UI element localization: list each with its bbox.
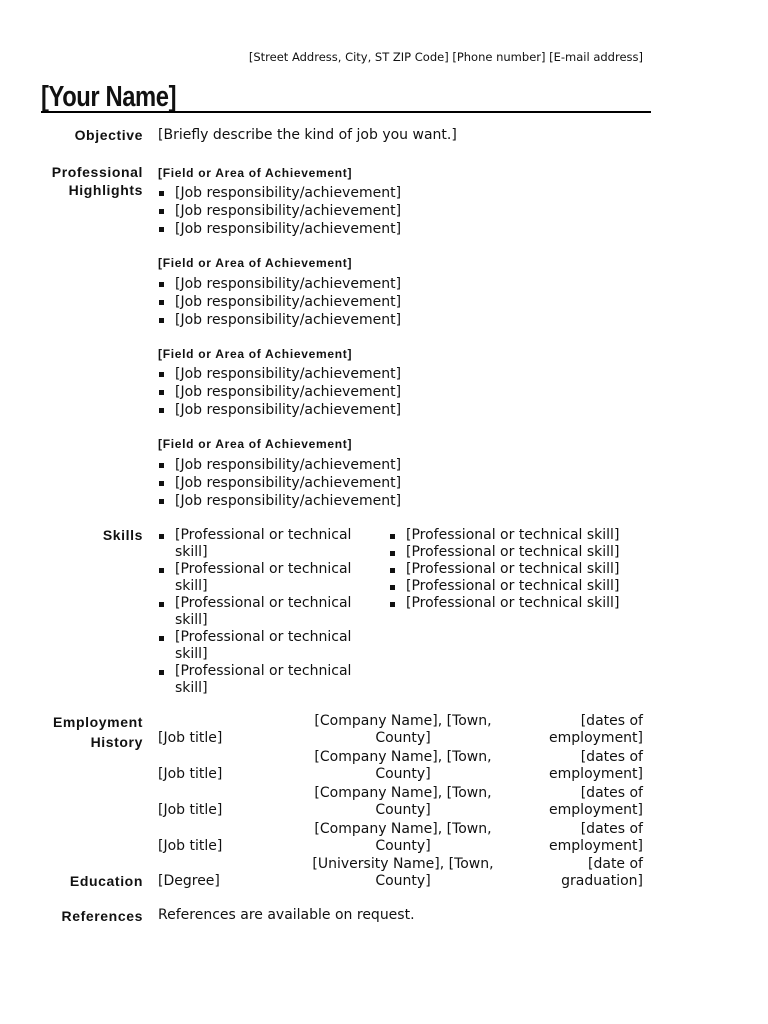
skills-list-left	[158, 527, 358, 697]
skills-list-right	[389, 527, 649, 612]
company-line1: [Company Name], [Town,	[314, 821, 492, 837]
achievement-field-title: [Field or Area of Achievement]	[158, 347, 353, 361]
graduation-line1: [date of	[588, 856, 643, 872]
references-label: References	[61, 908, 143, 924]
achievement-list	[158, 365, 401, 419]
job-title: [Job title]	[158, 766, 223, 782]
employment-dates	[523, 713, 643, 747]
employment-row	[158, 749, 643, 785]
company-line2: County]	[375, 838, 431, 854]
employment-dates	[523, 749, 643, 783]
company-line2: County]	[375, 802, 431, 818]
references-text: References are available on request.	[158, 907, 415, 923]
achievement-item: [Job responsibility/achievement]	[158, 456, 401, 474]
dates-line1: [dates of	[580, 749, 643, 765]
highlights-label-line2: Highlights	[68, 182, 143, 198]
company	[296, 821, 510, 855]
university	[296, 856, 510, 890]
dates-line2: employment]	[549, 802, 643, 818]
education-label: Education	[69, 873, 143, 889]
skill-item: [Professional or technical skill]	[158, 527, 358, 561]
achievement-item: [Job responsibility/achievement]	[158, 383, 401, 401]
employment-row	[158, 713, 643, 749]
achievement-list	[158, 184, 401, 238]
dates-line1: [dates of	[580, 713, 643, 729]
contact-info: [Street Address, City, ST ZIP Code] [Phone number] [E-mail address]	[248, 50, 643, 64]
company	[296, 749, 510, 783]
achievement-item: [Job responsibility/achievement]	[158, 311, 401, 329]
skill-item: [Professional or technical skill]	[389, 595, 649, 612]
employment-label	[20, 713, 143, 751]
employment-table	[158, 713, 643, 857]
skill-item: [Professional or technical skill]	[389, 561, 649, 578]
achievement-item: [Job responsibility/achievement]	[158, 202, 401, 220]
achievement-item: [Job responsibility/achievement]	[158, 474, 401, 492]
objective-text: [Briefly describe the kind of job you want.]	[158, 127, 457, 143]
skill-item: [Professional or technical skill]	[389, 544, 649, 561]
achievement-field-title: [Field or Area of Achievement]	[158, 166, 353, 180]
skill-item: [Professional or technical skill]	[389, 527, 649, 544]
dates-line2: employment]	[549, 766, 643, 782]
achievement-item: [Job responsibility/achievement]	[158, 401, 401, 419]
degree: [Degree]	[158, 873, 220, 889]
graduation-line2: graduation]	[561, 873, 643, 889]
skill-item: [Professional or technical skill]	[389, 578, 649, 595]
job-title: [Job title]	[158, 802, 223, 818]
achievement-item: [Job responsibility/achievement]	[158, 293, 401, 311]
skill-item: [Professional or technical skill]	[158, 629, 358, 663]
company	[296, 713, 510, 747]
company-line1: [Company Name], [Town,	[314, 713, 492, 729]
company	[296, 785, 510, 819]
skill-item: [Professional or technical skill]	[158, 561, 358, 595]
graduation-date	[523, 856, 643, 890]
employment-label-line1: Employment	[52, 714, 143, 730]
achievement-list	[158, 456, 401, 510]
job-title: [Job title]	[158, 730, 223, 746]
company-line1: [Company Name], [Town,	[314, 785, 492, 801]
achievement-item: [Job responsibility/achievement]	[158, 220, 401, 238]
job-title: [Job title]	[158, 838, 223, 854]
achievement-field-title: [Field or Area of Achievement]	[158, 256, 353, 270]
dates-line2: employment]	[549, 730, 643, 746]
employment-row	[158, 821, 643, 857]
achievement-field-title: [Field or Area of Achievement]	[158, 437, 353, 451]
employment-label-line2: History	[90, 734, 143, 750]
achievement-item: [Job responsibility/achievement]	[158, 184, 401, 202]
highlights-label	[20, 163, 143, 199]
education-row	[158, 856, 643, 892]
education-table	[158, 856, 643, 892]
achievement-item: [Job responsibility/achievement]	[158, 365, 401, 383]
skill-item: [Professional or technical skill]	[158, 663, 358, 697]
skills-label: Skills	[102, 527, 143, 543]
university-line1: [University Name], [Town,	[312, 856, 494, 872]
employment-dates	[523, 785, 643, 819]
name-divider	[41, 111, 651, 113]
employment-dates	[523, 821, 643, 855]
achievement-item: [Job responsibility/achievement]	[158, 492, 401, 510]
achievement-item: [Job responsibility/achievement]	[158, 275, 401, 293]
company-line2: County]	[375, 766, 431, 782]
dates-line2: employment]	[549, 838, 643, 854]
achievement-list	[158, 275, 401, 329]
resume-name: [Your Name]	[41, 81, 177, 113]
objective-label: Objective	[74, 127, 143, 143]
company-line2: County]	[375, 730, 431, 746]
highlights-label-line1: Professional	[51, 164, 143, 180]
university-line2: County]	[375, 873, 431, 889]
skill-item: [Professional or technical skill]	[158, 595, 358, 629]
employment-row	[158, 785, 643, 821]
dates-line1: [dates of	[580, 821, 643, 837]
company-line1: [Company Name], [Town,	[314, 749, 492, 765]
dates-line1: [dates of	[580, 785, 643, 801]
